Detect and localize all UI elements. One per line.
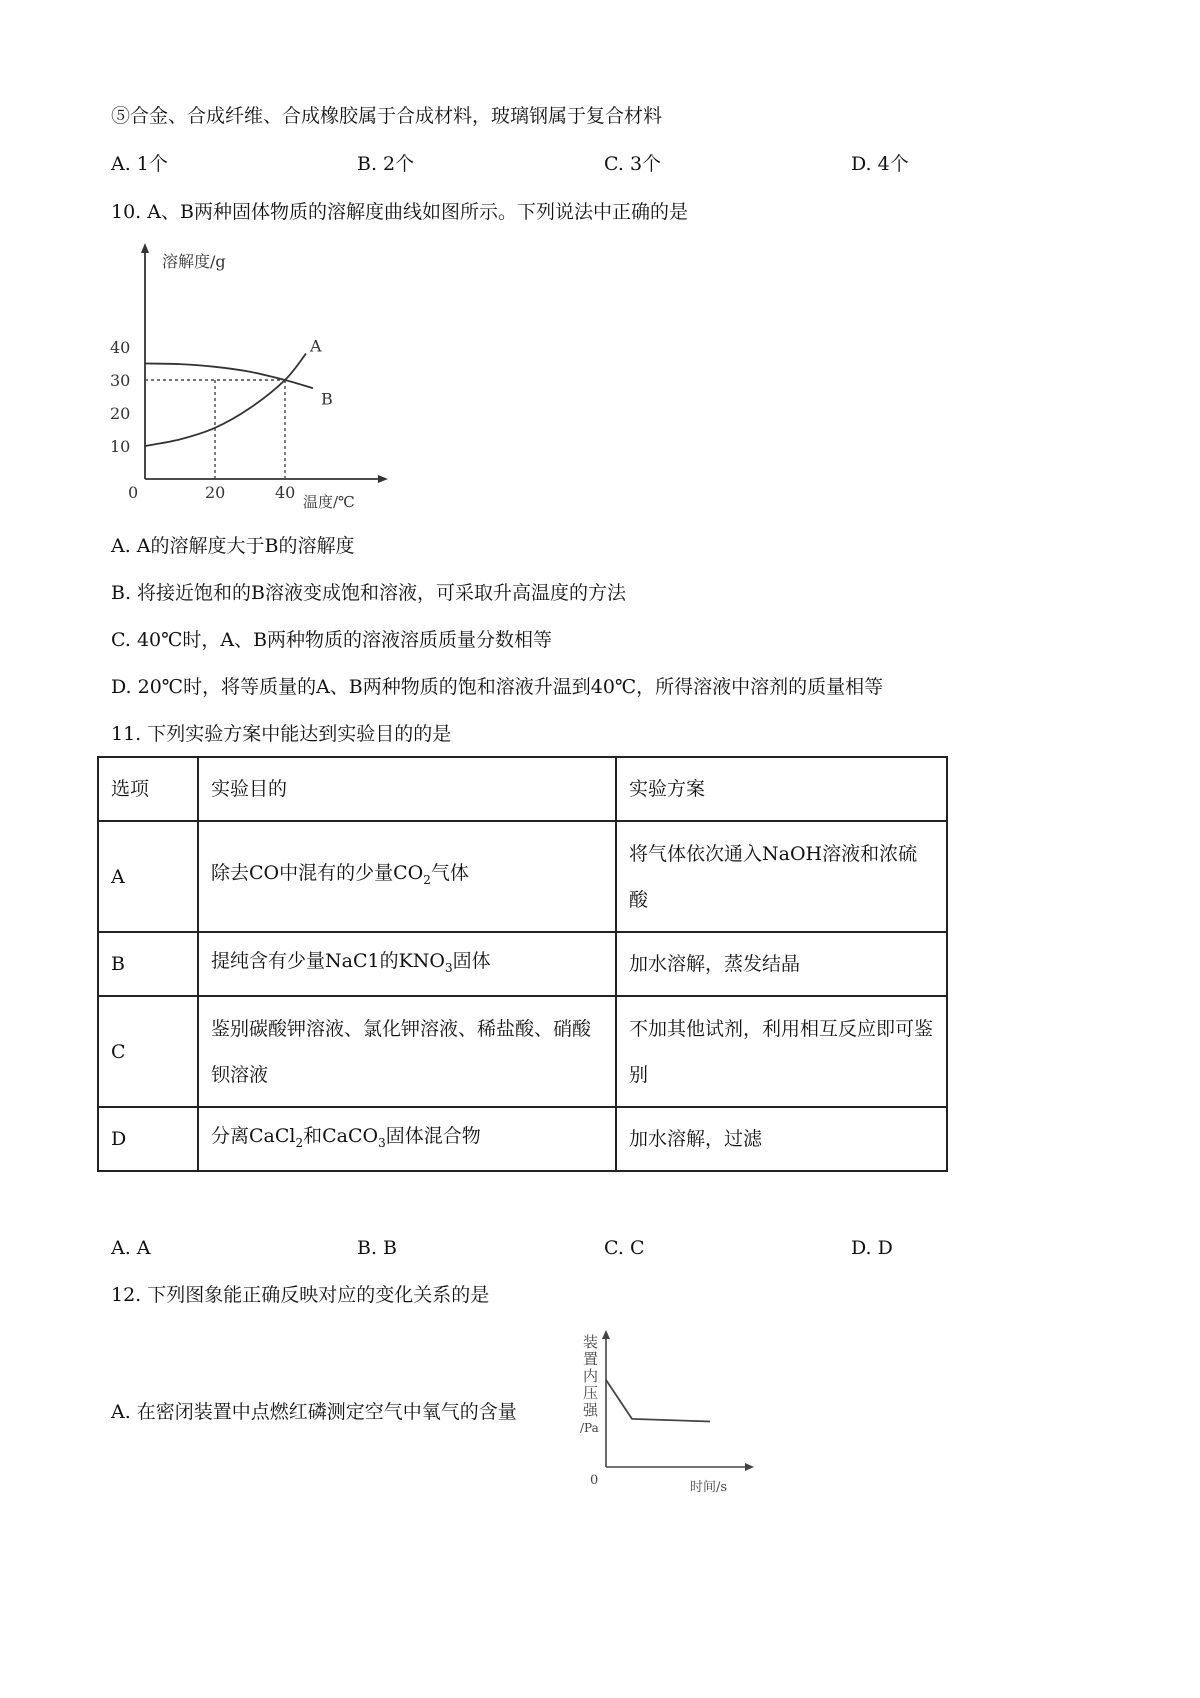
q10-option-d[interactable]: D. 20℃时，将等质量的A、B两种物质的饱和溶液升温到40℃，所得溶液中溶剂的质量相等 (111, 676, 884, 698)
table-row (98, 932, 947, 996)
row-purpose: 分离CaCl$_2$和CaCO$_3$固体混合物 (198, 1107, 616, 1171)
q11-options (111, 1235, 1101, 1261)
solubility-chart (110, 243, 390, 515)
q9-option-a[interactable]: A. 1个 (111, 153, 168, 175)
header-purpose: 实验目的 (198, 757, 616, 821)
row-purpose: 提纯含有少量NaC1的$KNO_3$固体 (198, 932, 616, 996)
row-purpose: 除去CO中混有的少量$CO_2$气体 (198, 821, 616, 932)
q12-stem: 12. 下列图象能正确反映对应的变化关系的是 (111, 1284, 490, 1306)
origin-label: 0 (590, 1473, 599, 1488)
q12-option-a[interactable]: A. 在密闭装置中点燃红磷测定空气中氧气的含量 (111, 1401, 517, 1423)
origin-label: 0 (128, 483, 139, 502)
header-option: 选项 (98, 757, 198, 821)
q10-stem: 10. A、B两种固体物质的溶解度曲线如图所示。下列说法中正确的是 (111, 201, 688, 223)
row-option: B (98, 932, 198, 996)
q11-option-d[interactable]: D. D (851, 1237, 893, 1259)
x-axis-arrow (378, 475, 388, 483)
q9-option-d[interactable]: D. 4个 (851, 153, 909, 175)
y-axis-label: 装置内压强/Pa (580, 1333, 599, 1435)
row-plan: 不加其他试剂，利用相互反应即可鉴别 (616, 996, 947, 1107)
row-option: D (98, 1107, 198, 1171)
q9-option-b[interactable]: B. 2个 (357, 153, 415, 175)
series-label-a: A (310, 336, 322, 356)
row-purpose: 鉴别碳酸钾溶液、氯化钾溶液、稀盐酸、硝酸钡溶液 (198, 996, 616, 1107)
y-tick-label-40: 40 (110, 338, 131, 357)
pressure-chart (580, 1329, 760, 1499)
x-tick-label-20: 20 (205, 483, 226, 502)
y-tick-label-20: 20 (110, 404, 131, 423)
x-axis-label: 温度/℃ (303, 493, 355, 511)
q11-option-c[interactable]: C. C (604, 1237, 645, 1259)
table-header-row (98, 757, 947, 821)
q10-option-c[interactable]: C. 40℃时，A、B两种物质的溶液溶质质量分数相等 (111, 629, 553, 651)
pressure-curve (606, 1380, 710, 1422)
x-tick-label-40: 40 (275, 483, 296, 502)
series-label-b: B (321, 389, 333, 409)
table-row (98, 996, 947, 1107)
header-plan: 实验方案 (616, 757, 947, 821)
x-axis-arrow (745, 1463, 754, 1471)
row-plan: 加水溶解，蒸发结晶 (616, 932, 947, 996)
q9-options (111, 151, 1101, 177)
y-tick-label-10: 10 (110, 437, 131, 456)
q11-option-a[interactable]: A. A (111, 1237, 151, 1259)
q9-option-c[interactable]: C. 3个 (604, 153, 662, 175)
table-row (98, 821, 947, 932)
y-axis-label: 溶解度/g (162, 252, 226, 271)
y-axis-arrow (141, 243, 149, 253)
x-axis-label: 时间/s (690, 1480, 728, 1495)
item-5: ⑤合金、合成纤维、合成橡胶属于合成材料，玻璃钢属于复合材料 (111, 105, 663, 127)
y-tick-label-30: 30 (110, 371, 131, 390)
q10-option-b[interactable]: B. 将接近饱和的B溶液变成饱和溶液，可采取升高温度的方法 (111, 582, 627, 604)
q10-option-a[interactable]: A. A的溶解度大于B的溶解度 (111, 535, 355, 557)
table-row (98, 1107, 947, 1171)
q11-option-b[interactable]: B. B (357, 1237, 398, 1259)
row-plan: 将气体依次通入NaOH溶液和浓硫酸 (616, 821, 947, 932)
y-axis-arrow (602, 1330, 610, 1339)
row-option: C (98, 996, 198, 1107)
row-plan: 加水溶解，过滤 (616, 1107, 947, 1171)
q11-stem: 11. 下列实验方案中能达到实验目的的是 (111, 723, 452, 745)
experiment-table (97, 756, 948, 1172)
row-option: A (98, 821, 198, 932)
